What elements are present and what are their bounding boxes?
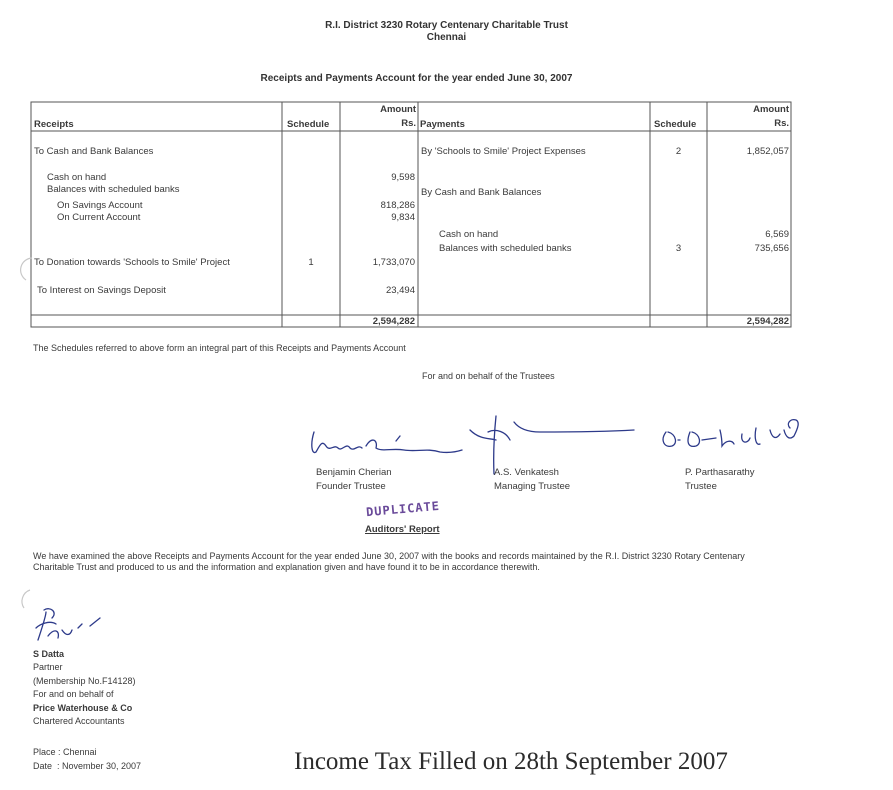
income-tax-note: Income Tax Filled on 28th September 2007: [294, 748, 728, 775]
punch-hole-mark-bottom: [22, 590, 30, 608]
auditor-title: Partner: [33, 662, 63, 672]
receipt-label: To Cash and Bank Balances: [34, 146, 154, 157]
place: Place : Chennai: [33, 747, 97, 757]
receipt-amount: 818,286: [380, 200, 415, 211]
payment-schedule: 3: [675, 243, 682, 254]
trustee-3-role: Trustee: [685, 481, 717, 492]
auditors-report-text: We have examined the above Receipts and Payments Account for the year ended June 30, 2007 with the books and records maintained by the R.I. District 3230 Rotary Centenary Charitable Trust and produced to us and the information and explanation given and have found it to be in accordance therewith.: [33, 551, 745, 572]
receipt-amount: 9,598: [391, 172, 415, 183]
receipts-total: 2,594,282: [372, 316, 415, 327]
auditor-behalf: For and on behalf of: [33, 689, 114, 699]
receipt-label: Balances with scheduled banks: [47, 184, 180, 195]
auditor-firm: Price Waterhouse & Co: [33, 703, 133, 713]
receipt-amount: 9,834: [391, 212, 415, 223]
receipts-amount-header: Amount: [380, 104, 416, 115]
receipt-amount: 23,494: [385, 285, 415, 296]
signature-parthasarathy: [663, 420, 798, 447]
auditors-report-title: Auditors' Report: [365, 524, 440, 535]
signature-datta: [36, 609, 100, 640]
payment-label: By Cash and Bank Balances: [421, 187, 542, 198]
receipt-schedule: 1: [308, 257, 314, 268]
payments-header: Payments: [420, 119, 465, 130]
receipts-header: Receipts: [34, 119, 74, 130]
footnote: The Schedules referred to above form an integral part of this Receipts and Payments Account: [33, 343, 406, 353]
trustee-1-role: Founder Trustee: [316, 481, 386, 492]
statement-title: Receipts and Payments Account for the year ended June 30, 2007: [260, 73, 573, 84]
auditor-membership: (Membership No.F14128): [33, 676, 136, 686]
auditor-name: S Datta: [33, 649, 65, 659]
payments-amount-unit: Rs.: [774, 118, 789, 129]
payment-label: Balances with scheduled banks: [439, 243, 572, 254]
receipt-label: To Donation towards 'Schools to Smile' Project: [34, 257, 230, 268]
on-behalf-trustees: For and on behalf of the Trustees: [422, 371, 555, 381]
signature-cherian: [312, 432, 462, 453]
trust-name: R.I. District 3230 Rotary Centenary Charitable Trust: [325, 20, 568, 31]
payment-label: Cash on hand: [439, 229, 499, 240]
receipt-amount: 1,733,070: [372, 257, 415, 268]
trustee-2-role: Managing Trustee: [494, 481, 571, 492]
payment-amount: 735,656: [754, 243, 789, 254]
payment-amount: 6,569: [765, 229, 789, 240]
duplicate-stamp: DUPLICATE: [365, 498, 441, 520]
payments-total: 2,594,282: [746, 316, 789, 327]
payments-amount-header: Amount: [753, 104, 789, 115]
receipt-label: On Savings Account: [57, 200, 143, 211]
date: Date : November 30, 2007: [33, 761, 142, 771]
payment-amount: 1,852,057: [746, 146, 789, 157]
receipts-amount-unit: Rs.: [401, 118, 416, 129]
payment-label: By 'Schools to Smile' Project Expenses: [421, 146, 586, 157]
auditor-firm-type: Chartered Accountants: [33, 716, 125, 726]
payments-schedule-header: Schedule: [654, 119, 697, 130]
receipts-schedule-header: Schedule: [287, 119, 330, 130]
receipt-label: Cash on hand: [47, 172, 107, 183]
receipt-label: To Interest on Savings Deposit: [37, 285, 166, 296]
city: Chennai: [426, 32, 467, 43]
receipt-label: On Current Account: [57, 212, 141, 223]
signature-venkatesh: [470, 416, 634, 474]
trustee-3-name: P. Parthasarathy: [685, 467, 755, 478]
payment-schedule: 2: [675, 146, 682, 157]
trustee-1-name: Benjamin Cherian: [316, 467, 392, 478]
trustee-2-name: A.S. Venkatesh: [494, 467, 559, 478]
punch-hole-mark-top: [21, 258, 32, 280]
